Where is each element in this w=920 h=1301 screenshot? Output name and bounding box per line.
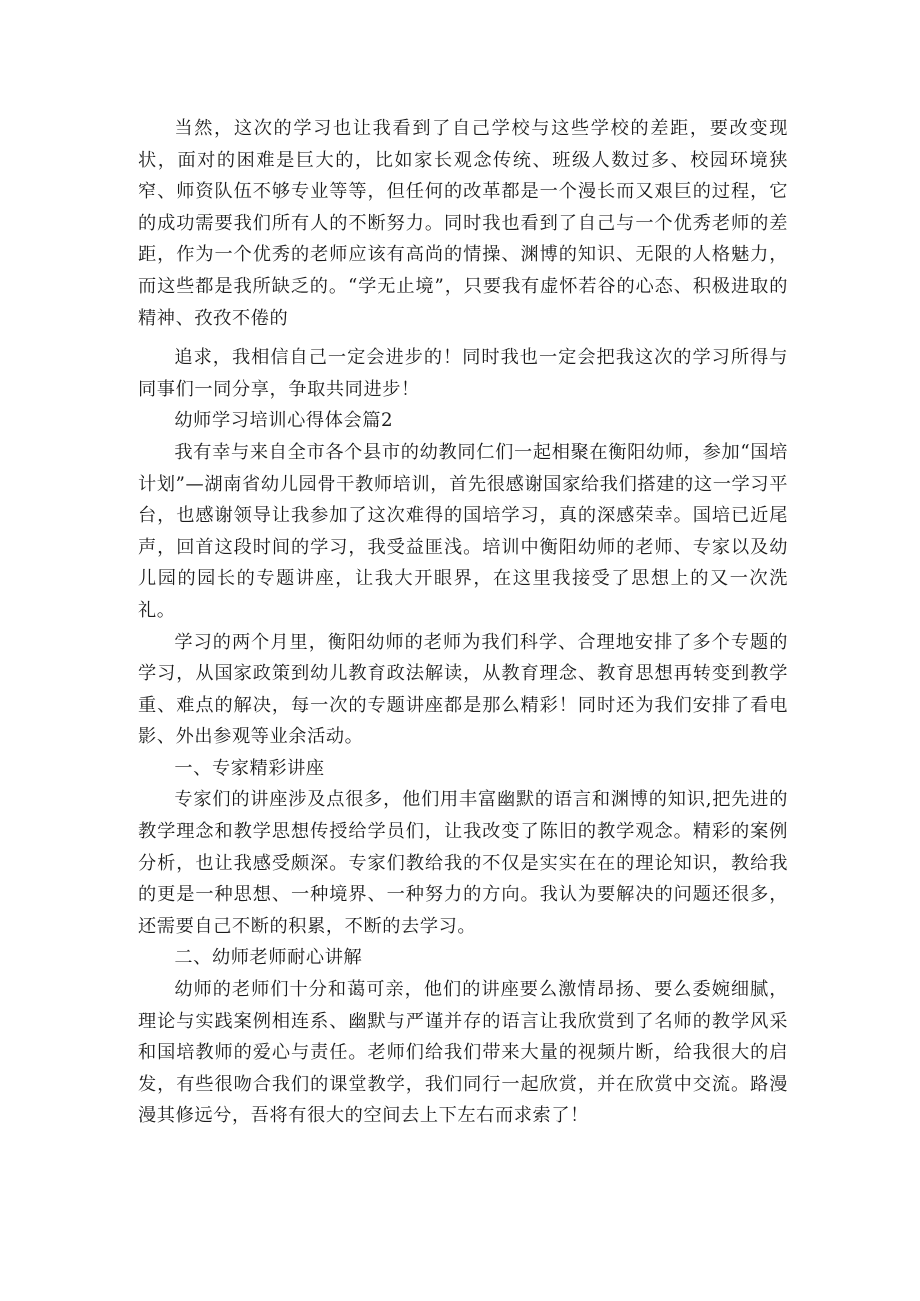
paragraph-3: 我有幸与来自全市各个县市的幼教同仁们一起相聚在衡阳幼师，参加“国培计划”—湖南省幼儿园骨干教师培训，首先很感谢国家给我们搭建的这一学习平台，也感谢领导让我参加了这次难得的国培学习，真的深感荣幸。国培已近尾声，回首这段时间的学习，我受益匪浅。培训中衡阳幼师的老师、专家以及幼儿园的园长的专题讲座，让我大开眼界，在这里我接受了思想上的又一次洗礼。 bbox=[138, 441, 788, 621]
document-body bbox=[138, 113, 788, 1132]
subheading-experts: 一、专家精彩讲座 bbox=[174, 757, 325, 779]
paragraph-6: 幼师的老师们十分和蔼可亲，他们的讲座要么激情昂扬、要么委婉细腻，理论与实践案例相连系、幽默与严谨并存的语言让我欣赏到了名师的教学风采和国培教师的爱心与责任。老师们给我们带来大量的视频片断，给我很大的启发，有些很吻合我们的课堂教学，我们同行一起欣赏，并在欣赏中交流。路漫漫其修远兮，吾将有很大的空间去上下左右而求索了！ bbox=[138, 979, 788, 1127]
paragraph-1: 当然，这次的学习也让我看到了自己学校与这些学校的差距，要改变现状，面对的困难是巨大的，比如家长观念传统、班级人数过多、校园环境狭窄、师资队伍不够专业等等，但任何的改革都是一个漫长而又艰巨的过程，它的成功需要我们所有人的不断努力。同时我也看到了自己与一个优秀老师的差距，作为一个优秀的老师应该有高尚的情操、渊博的知识、无限的人格魅力，而这些都是我所缺乏的。“学无止境”，只要我有虚怀若谷的心态、积极进取的精神、孜孜不倦的 bbox=[138, 118, 788, 329]
spacer bbox=[138, 334, 788, 342]
section-title: 幼师学习培训心得体会篇2 bbox=[174, 410, 394, 432]
subheading-teachers: 二、幼师老师耐心讲解 bbox=[174, 947, 363, 969]
paragraph-5: 专家们的讲座涉及点很多，他们用丰富幽默的语言和渊博的知识,把先进的教学理念和教学思想传授给学员们，让我改变了陈旧的教学观念。精彩的案例分析，也让我感受颇深。专家们教给我的不仅是实实在在的理论知识，教给我的更是一种思想、一种境界、一种努力的方向。我认为要解决的问题还很多，还需要自己不断的积累，不断的去学习。 bbox=[138, 789, 788, 937]
paragraph-2: 追求，我相信自己一定会进步的！同时我也一定会把我这次的学习所得与同事们一同分享，争取共同进步！ bbox=[138, 347, 788, 400]
paragraph-4: 学习的两个月里，衡阳幼师的老师为我们科学、合理地安排了多个专题的学习，从国家政策到幼儿教育政法解读，从教育理念、教育思想再转变到教学重、难点的解决，每一次的专题讲座都是那么精彩！同时还为我们安排了看电影、外出参观等业余活动。 bbox=[138, 631, 788, 748]
